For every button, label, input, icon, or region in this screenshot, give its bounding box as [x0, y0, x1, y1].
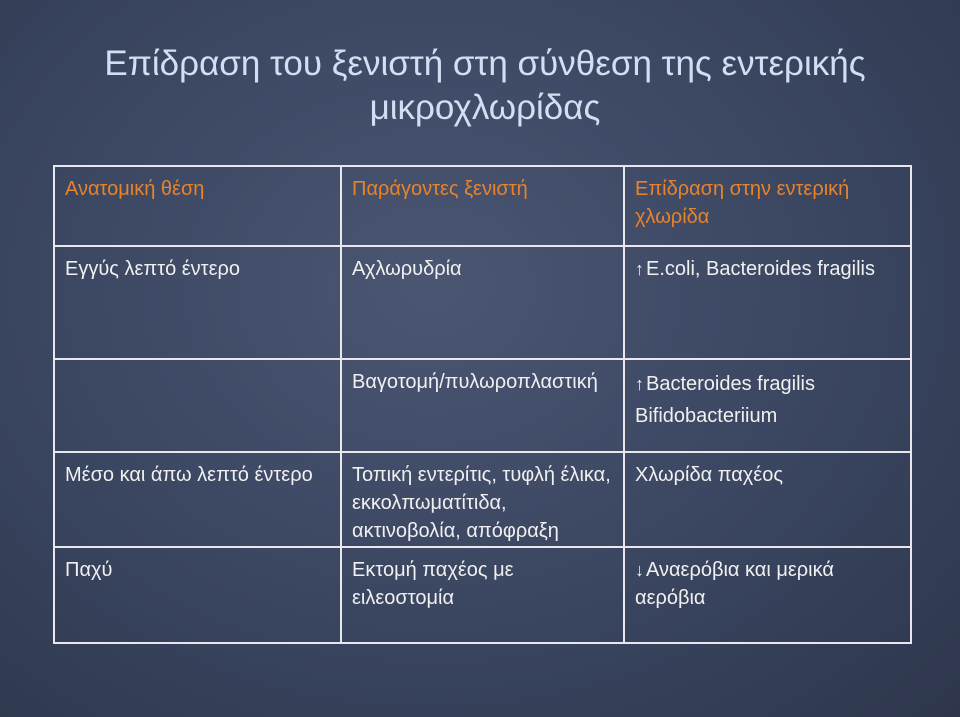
host-effects-table	[53, 165, 912, 644]
cell-factor: Τοπική εντερίτις, τυφλή έλικα, εκκολπωματίτιδα, ακτινοβολία, απόφραξη	[341, 452, 624, 547]
cell-effect	[624, 359, 911, 452]
arrow-up-icon: ↑	[635, 374, 644, 394]
cell-effect	[624, 547, 911, 643]
cell-factor: Αχλωρυδρία	[341, 246, 624, 359]
effect-text: Χλωρίδα παχέος	[635, 464, 783, 486]
table-row	[54, 246, 911, 359]
table-header-row	[54, 166, 911, 246]
cell-effect	[624, 246, 911, 359]
header-effect-on-flora: Επίδραση στην εντερική χλωρίδα	[624, 166, 911, 246]
cell-location: Εγγύς λεπτό έντερο	[54, 246, 341, 359]
slide-title	[60, 42, 910, 130]
cell-location: Μέσο και άπω λεπτό έντερο	[54, 452, 341, 547]
title-line-1: Επίδραση του ξενιστή στη σύνθεση της εντερικής	[104, 44, 866, 83]
effect-text: Αναερόβια και μερικά αερόβια	[635, 559, 834, 609]
header-host-factors: Παράγοντες ξενιστή	[341, 166, 624, 246]
arrow-up-icon: ↑	[635, 259, 644, 279]
table-row	[54, 359, 911, 452]
cell-effect	[624, 452, 911, 547]
effect-text: Bacteroides fragilis	[646, 373, 815, 395]
table-row	[54, 547, 911, 643]
cell-location	[54, 359, 341, 452]
table-row	[54, 452, 911, 547]
title-line-2: μικροχλωρίδας	[369, 88, 601, 127]
effect-text: E.coli, Bacteroides fragilis	[646, 258, 875, 280]
header-anatomic-location: Ανατομική θέση	[54, 166, 341, 246]
cell-location: Παχύ	[54, 547, 341, 643]
effect-text-2: Bifidobacteriium	[635, 405, 778, 427]
cell-factor: Βαγοτομή/πυλωροπλαστική	[341, 359, 624, 452]
cell-factor: Εκτομή παχέος με ειλεοστομία	[341, 547, 624, 643]
arrow-down-icon: ↓	[635, 560, 644, 580]
